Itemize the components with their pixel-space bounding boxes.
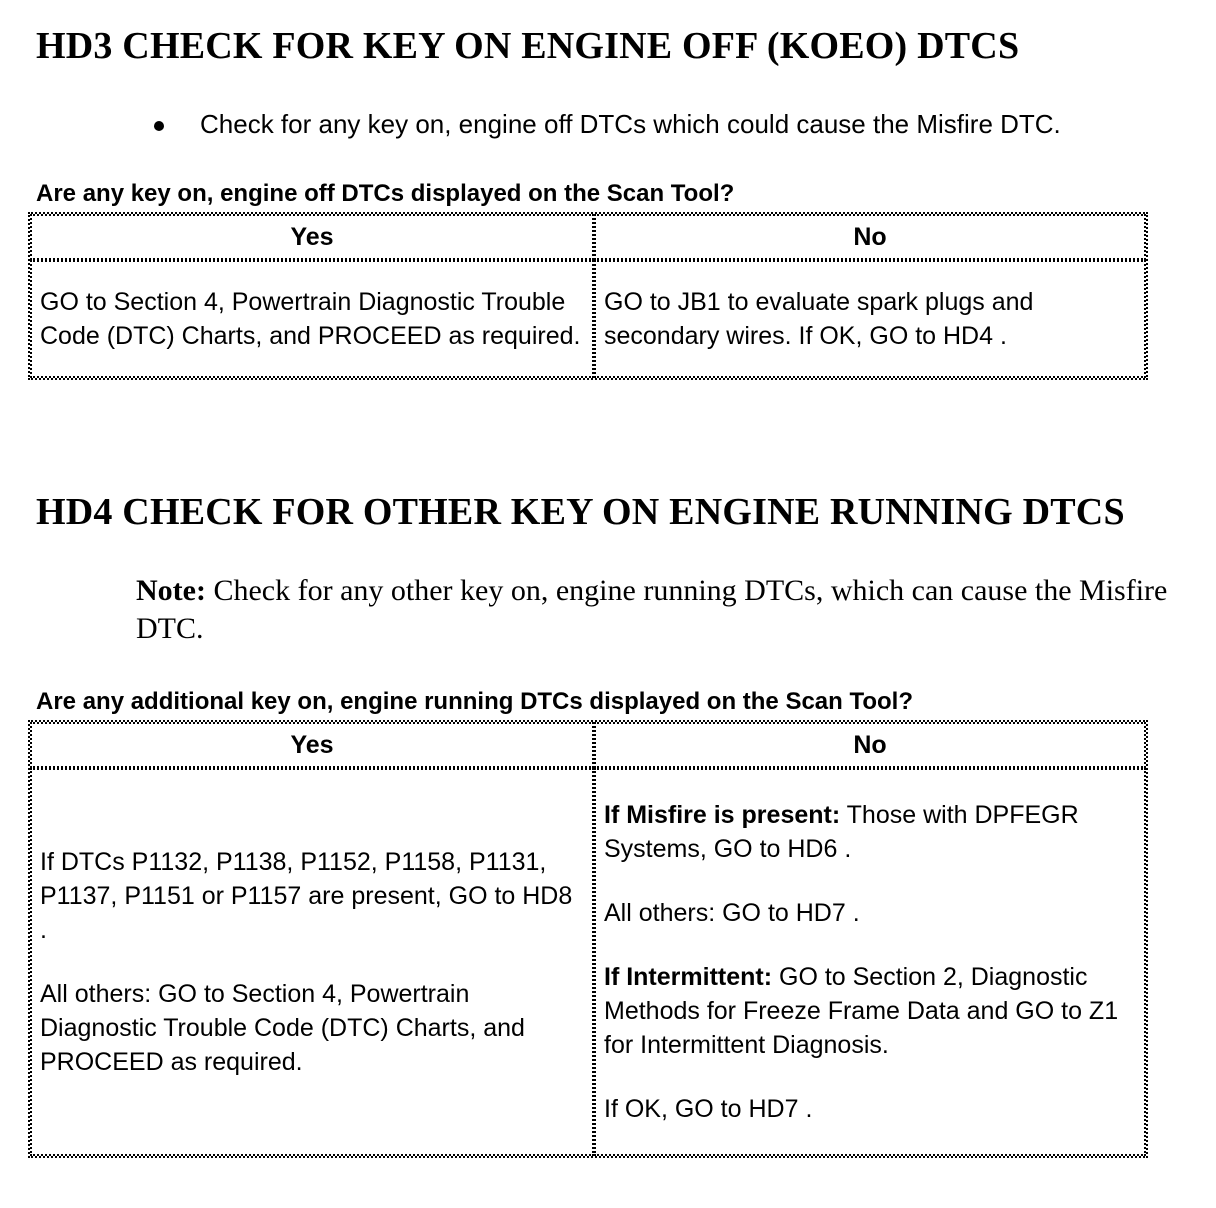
hd4-no-paragraph-2: All others: GO to HD7 . (604, 899, 860, 927)
table-header-row (30, 722, 1146, 768)
table-row (30, 768, 1146, 1156)
hd4-no-paragraph-4: If OK, GO to HD7 . (604, 1095, 813, 1123)
hd3-decision-table (28, 212, 1148, 380)
hd3-bullet-item (150, 108, 1061, 140)
intermittent-label: If Intermittent: (604, 963, 773, 991)
no-column-header: No (594, 214, 1146, 260)
note-label: Note: (136, 574, 206, 607)
intermittent-text: GO to Section 2, Diagnostic Methods for Freeze Frame Data and GO to Z1 for Intermittent Diagnosis. (604, 963, 1119, 1059)
note-text: Check for any other key on, engine running DTCs, which can cause the Misfire DTC. (136, 574, 1168, 645)
yes-column-header: Yes (30, 214, 594, 260)
hd4-note (136, 572, 1196, 648)
hd4-question: Are any additional key on, engine running DTCs displayed on the Scan Tool? (36, 688, 913, 715)
hd3-yes-cell (30, 260, 594, 378)
table-row (30, 260, 1146, 378)
hd4-heading: HD4 CHECK FOR OTHER KEY ON ENGINE RUNNING DTCS (36, 491, 1125, 533)
hd3-no-text: GO to JB1 to evaluate spark plugs and secondary wires. If OK, GO to HD4 . (604, 288, 1034, 350)
misfire-present-text: Those with DPFEGR Systems, GO to HD6 . (604, 801, 1079, 863)
hd4-decision-table (28, 720, 1148, 1158)
yes-column-header: Yes (30, 722, 594, 768)
hd4-no-cell (594, 768, 1146, 1156)
hd3-no-cell (594, 260, 1146, 378)
hd4-no-paragraph-3 (604, 960, 1136, 1062)
hd4-yes-paragraph-1: If DTCs P1132, P1138, P1152, P1158, P1131, P1137, P1151 or P1157 are present, GO to HD8 . (40, 848, 573, 944)
misfire-present-label: If Misfire is present: (604, 801, 841, 829)
table-header-row (30, 214, 1146, 260)
hd3-question: Are any key on, engine off DTCs displayed on the Scan Tool? (36, 180, 735, 207)
bullet-icon (154, 121, 164, 131)
hd4-yes-cell (30, 768, 594, 1156)
hd4-no-paragraph-1 (604, 798, 1136, 866)
no-column-header: No (594, 722, 1146, 768)
hd3-heading: HD3 CHECK FOR KEY ON ENGINE OFF (KOEO) DTCS (36, 25, 1020, 67)
hd3-yes-text: GO to Section 4, Powertrain Diagnostic Trouble Code (DTC) Charts, and PROCEED as required. (40, 288, 581, 350)
hd4-yes-paragraph-2: All others: GO to Section 4, Powertrain Diagnostic Trouble Code (DTC) Charts, and PROCEED as required. (40, 980, 525, 1076)
hd3-bullet-text: Check for any key on, engine off DTCs which could cause the Misfire DTC. (200, 109, 1061, 139)
